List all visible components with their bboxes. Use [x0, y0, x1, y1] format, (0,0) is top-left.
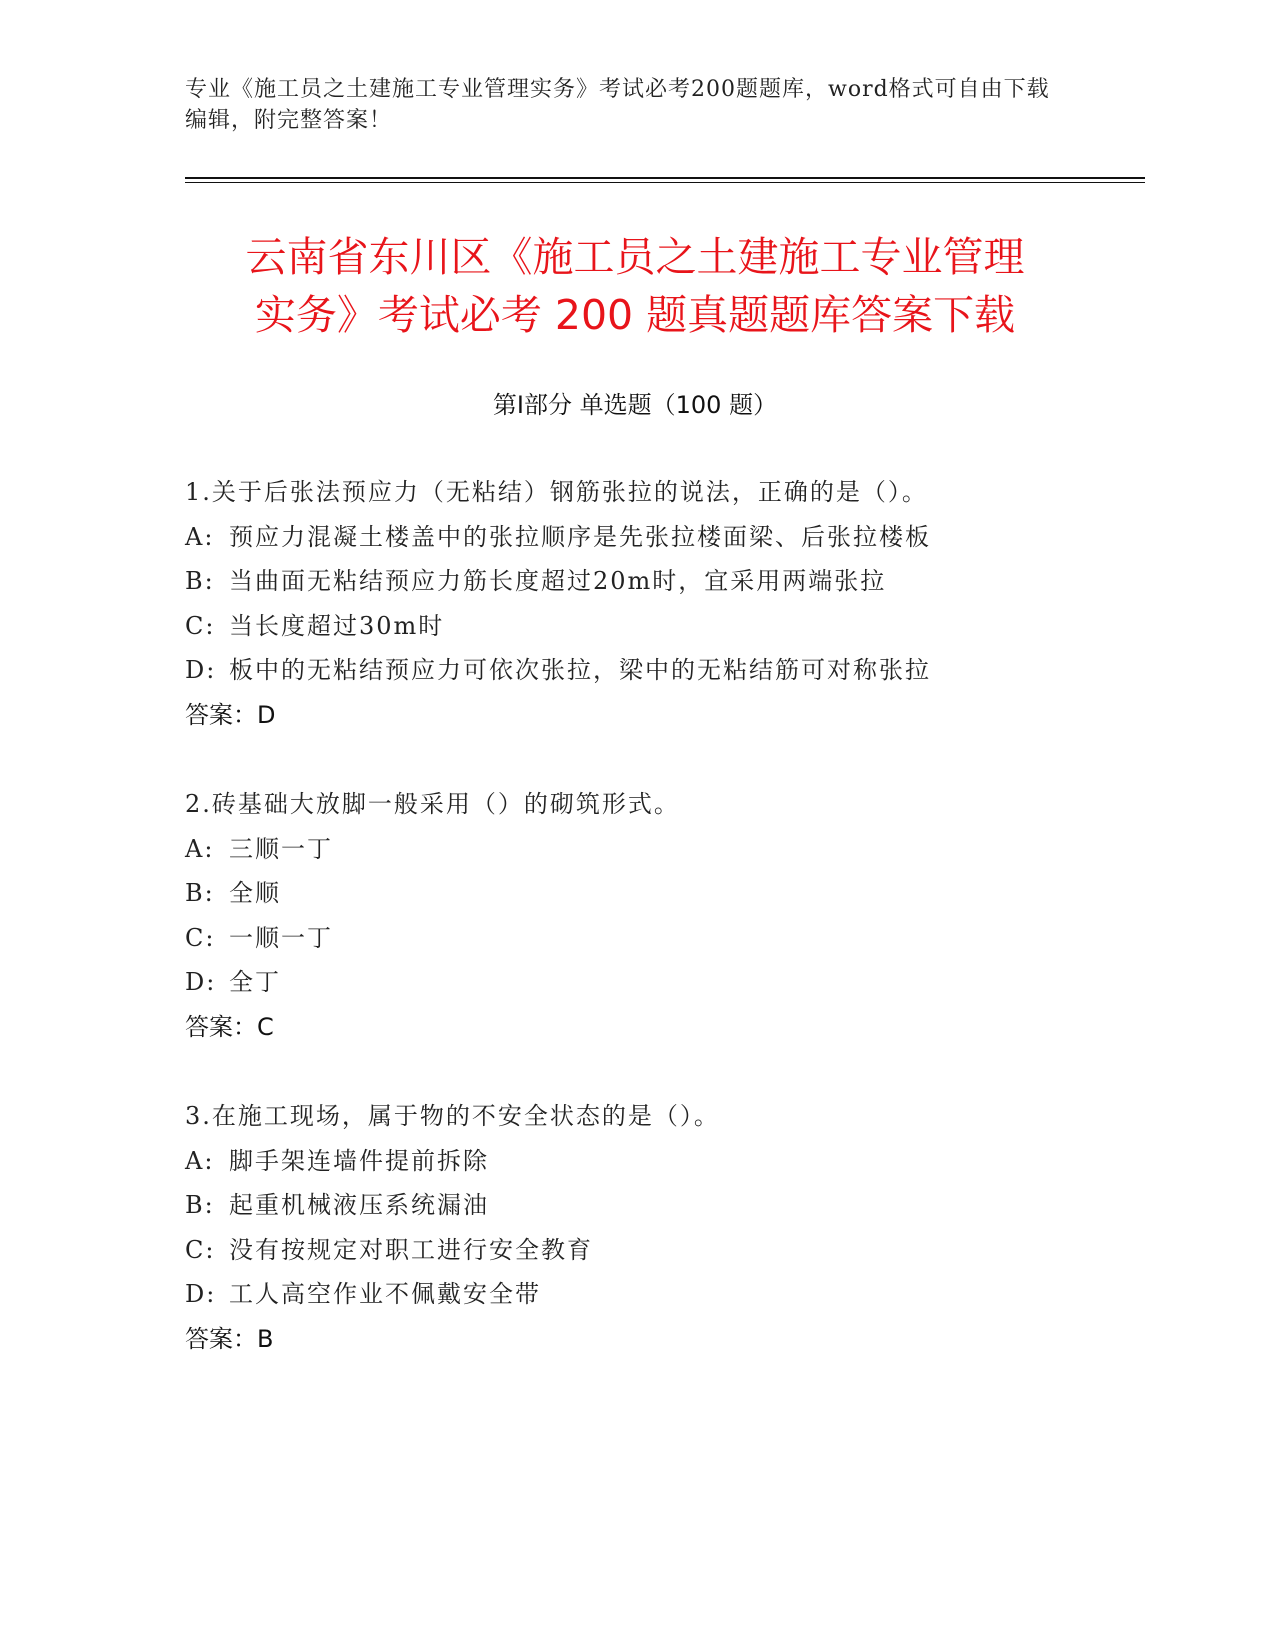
answer: 答案：C — [185, 1012, 274, 1041]
option-text: 工人高空作业不佩戴安全带 — [229, 1280, 541, 1308]
option-d — [185, 648, 1105, 693]
option-text: 没有按规定对职工进行安全教育 — [229, 1235, 593, 1264]
question-2 — [185, 782, 1105, 1049]
question-1 — [185, 470, 1105, 737]
option-key: B: — [185, 1191, 215, 1219]
option-key: D: — [185, 968, 217, 996]
option-b — [185, 871, 1105, 916]
question-list — [185, 470, 1105, 1406]
option-b — [185, 1183, 1105, 1228]
option-text: 三顺一丁 — [229, 834, 333, 863]
option-b — [185, 559, 1105, 604]
option-a — [185, 827, 1105, 872]
option-text: 一顺一丁 — [229, 923, 333, 952]
option-key: D: — [185, 656, 217, 684]
option-text: 起重机械液压系统漏油 — [229, 1191, 489, 1219]
answer: 答案：D — [185, 700, 276, 729]
option-a — [185, 515, 1105, 560]
option-key: A: — [185, 834, 215, 863]
option-c — [185, 604, 1105, 649]
question-stem: 1.关于后张法预应力（无粘结）钢筋张拉的说法，正确的是（）。 — [185, 478, 928, 506]
header-divider-thin — [185, 182, 1145, 183]
option-text: 板中的无粘结预应力可依次张拉，梁中的无粘结筋可对称张拉 — [229, 656, 931, 684]
option-a — [185, 1139, 1105, 1184]
option-d — [185, 1272, 1105, 1317]
option-text: 全顺 — [229, 879, 281, 907]
header-note: 专业《施工员之土建施工专业管理实务》考试必考200题题库，word格式可自由下载编辑，附完整答案！ — [185, 77, 1050, 133]
question-stem: 2.砖基础大放脚一般采用（）的砌筑形式。 — [185, 790, 680, 818]
section-heading: 第Ⅰ部分 单选题（100 题） — [492, 391, 778, 419]
option-text: 当长度超过30m时 — [229, 611, 445, 640]
document-title — [185, 228, 1085, 344]
option-key: B: — [185, 879, 215, 907]
option-key: C: — [185, 611, 216, 640]
option-text: 全丁 — [229, 968, 281, 996]
header-divider-thick — [185, 177, 1145, 179]
option-key: B: — [185, 567, 215, 595]
option-key: A: — [185, 1146, 215, 1175]
option-text: 当曲面无粘结预应力筋长度超过20m时，宜采用两端张拉 — [229, 567, 887, 595]
option-c — [185, 916, 1105, 961]
option-key: C: — [185, 923, 216, 952]
option-key: A: — [185, 522, 215, 551]
question-3 — [185, 1094, 1105, 1361]
option-c — [185, 1228, 1105, 1273]
option-key: C: — [185, 1235, 216, 1264]
option-d — [185, 960, 1105, 1005]
option-text: 预应力混凝土楼盖中的张拉顺序是先张拉楼面梁、后张拉楼板 — [229, 522, 931, 551]
question-stem: 3.在施工现场，属于物的不安全状态的是（）。 — [185, 1102, 720, 1130]
title-line-1: 云南省东川区《施工员之土建施工专业管理 — [245, 233, 1025, 281]
title-line-2: 实务》考试必考 200 题真题题库答案下载 — [254, 291, 1016, 339]
option-text: 脚手架连墙件提前拆除 — [229, 1146, 489, 1175]
answer: 答案：B — [185, 1324, 274, 1353]
option-key: D: — [185, 1280, 217, 1308]
